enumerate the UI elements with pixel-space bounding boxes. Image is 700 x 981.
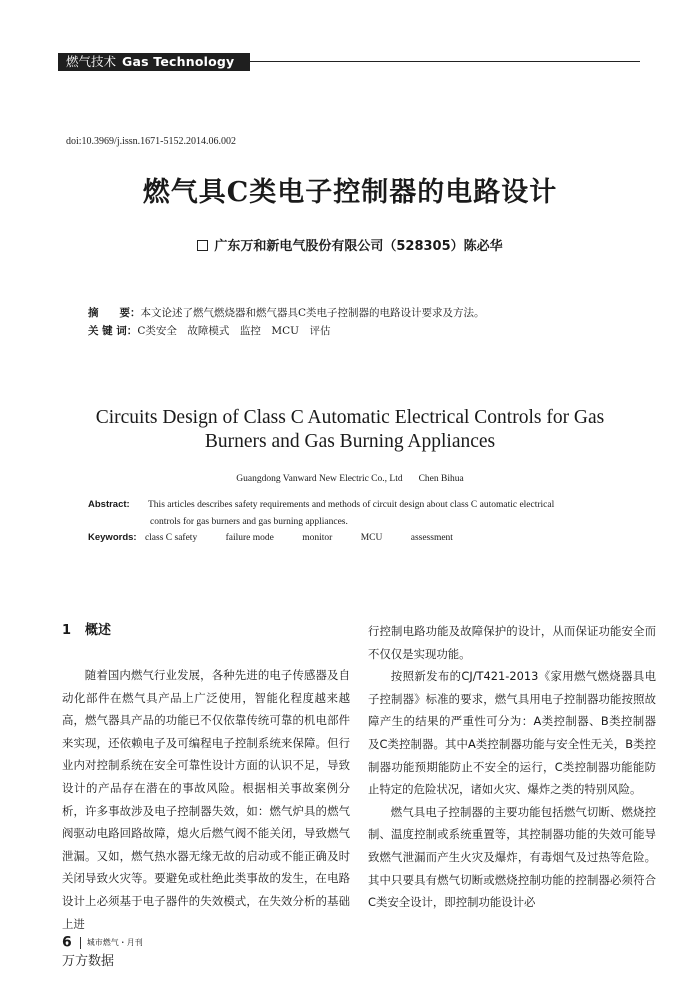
title-cn: 燃气具C类电子控制器的电路设计 <box>142 177 558 208</box>
abstract-en <box>88 496 648 531</box>
keyword-en: MCU <box>360 533 383 543</box>
page-number: 6 <box>62 934 72 951</box>
abstract-en-line1: This articles describes safety requirements and methods of circuit design about class C automatic electrical <box>148 500 555 510</box>
keywords-en-label: Keywords: <box>88 532 137 543</box>
author-en-org: Guangdong Vanward New Electric Co., Ltd <box>236 474 403 484</box>
keywords-en <box>88 532 479 543</box>
keywords-cn <box>88 323 330 339</box>
author-cn-line <box>0 235 700 254</box>
paragraph: 行控制电路功能及故障保护的设计，从而保证功能安全而不仅仅是实现功能。 <box>368 624 656 661</box>
abstract-cn-label: 摘 要： <box>88 307 141 319</box>
abstract-cn <box>88 305 485 321</box>
author-en-name: Chen Bihua <box>418 474 464 484</box>
body-column-right <box>368 620 656 914</box>
section-number: 1 <box>62 623 72 638</box>
footer-divider <box>80 937 81 949</box>
keywords-cn-text: C类安全 故障模式 监控 MCU 评估 <box>137 325 331 337</box>
paragraph: 随着国内燃气行业发展，各种先进的电子传感器及自动化部件在燃气具产品上广泛使用，智能化程度越来越高，燃气器具产品的功能已不仅依靠传统可靠的机电部件来实现，还依赖电子及可编程电子控制系统来保障。但行业内对控制系统在安全可靠性设计方面的认识不足，导致设计的产品存在潜在的事故风险。根据相关事故案例分析，许多事故涉及电子控制器失效，如：燃气炉具的燃气阀驱动电路回路故障，熄火后燃气阀不能关闭，导致燃气泄漏。又如，燃气热水器无缘无故的启动或不能正确及时关闭导致火灾等。要避免或杜绝此类事故的发生，在电路设计上必须基于电子器件的失效模式，在失效分析的基础上进 <box>62 668 350 931</box>
keywords-cn-label: 关 键 词： <box>88 325 138 337</box>
keyword-en: monitor <box>302 533 333 543</box>
abstract-en-label: Abstract: <box>88 499 130 510</box>
abstract-cn-text: 本文论述了燃气燃烧器和燃气器具C类电子控制器的电路设计要求及方法。 <box>140 307 485 319</box>
paragraph: 燃气具电子控制器的主要功能包括燃气切断、燃烧控制、温度控制或系统重置等，其控制器功能的失效可能导致燃气泄漏而产生火灾及爆炸，有毒烟气及过热等危险。其中只要具有燃气切断或燃烧控制功能的控制器必须符合C类安全设计，即控制功能设计必 <box>368 804 656 910</box>
section-banner <box>58 53 250 71</box>
keyword-en: assessment <box>410 533 453 543</box>
keyword-en: failure mode <box>225 533 274 543</box>
doi: doi:10.3969/j.issn.1671-5152.2014.06.002 <box>66 136 237 147</box>
section-label-cn: 燃气技术 <box>66 54 117 69</box>
body-column-left <box>62 620 350 935</box>
title-en-line1: Circuits Design of Class C Automatic Electrical Controls for Gas <box>95 407 605 428</box>
page-footer <box>62 932 143 951</box>
journal-name: 城市燃气・月刊 <box>86 938 143 947</box>
title-en-line2: Burners and Gas Burning Appliances <box>204 431 496 452</box>
keyword-en: class C safety <box>144 533 198 543</box>
title-en <box>0 406 700 454</box>
author-cn: 广东万和新电气股份有限公司（528305）陈必华 <box>214 239 503 254</box>
watermark: 万方数据 <box>62 954 115 969</box>
header-rule <box>250 61 640 62</box>
paragraph: 按照新发布的CJ/T421-2013《家用燃气燃烧器具电子控制器》标准的要求，燃气具用电子控制器功能按照故障产生的结果的严重性可分为：A类控制器、B类控制器及C类控制器。其中A类控制器功能与安全性无关，B类控制器功能预期能防止不安全的运行，C类控制器功能能防止特定的危险状况，诸如火灾、爆炸之类的特别风险。 <box>368 669 656 797</box>
square-bullet-icon <box>197 240 208 251</box>
abstract-en-line2: controls for gas burners and gas burning appliances. <box>150 517 348 527</box>
section-title: 概述 <box>85 623 112 638</box>
section-label-en: Gas Technology <box>122 54 235 69</box>
section-heading <box>62 620 350 642</box>
author-en <box>0 474 700 484</box>
